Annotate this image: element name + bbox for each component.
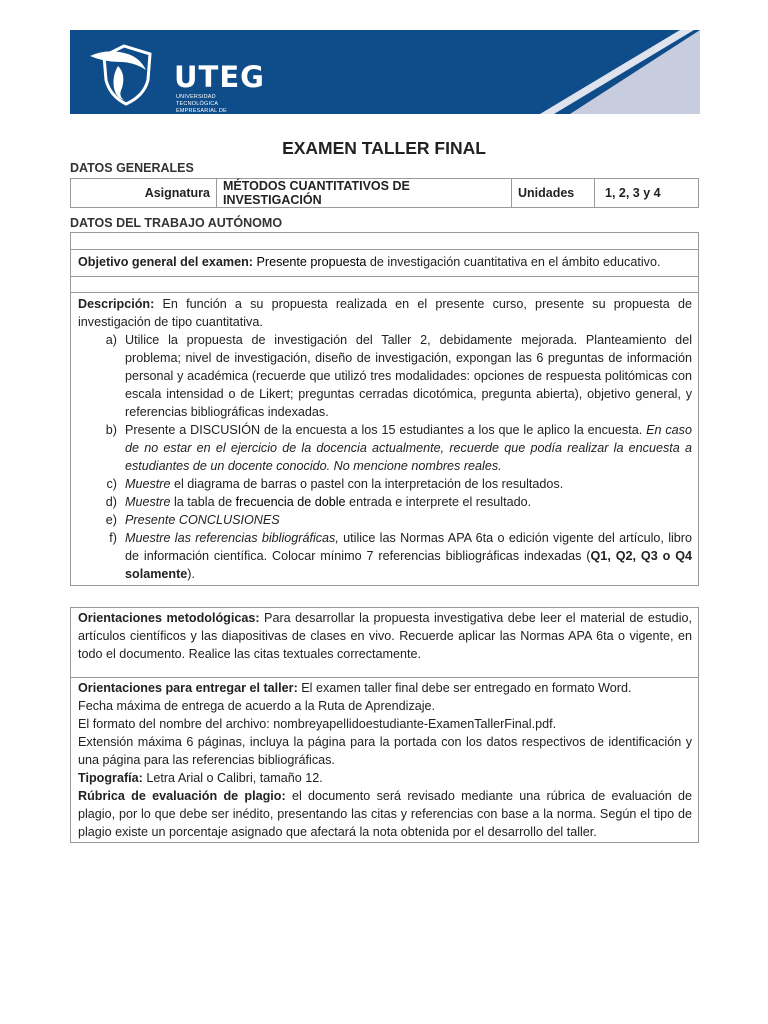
item-e-marker: e) [105,513,117,527]
list-item-d [78,493,692,511]
item-d-italic: Muestre [125,495,171,509]
objetivo-highlight: Presente propuesta [256,255,367,269]
metodologicas-text: Para desarrollar la propuesta investigativa debe leer el material de estudio, artículos científicos y las diapositivas de clases en vivo. Recuerde aplicar las Normas APA 6ta o vigente, en todo el documento. Realice las citas textuales correctamente. [78,611,692,661]
asignatura-value: MÉTODOS CUANTITATIVOS DE INVESTIGACIÓN [217,179,512,208]
item-d-marker: d) [105,495,117,509]
objetivo-cell [71,250,698,276]
list-item-a [78,331,692,421]
trabajo-box [70,232,699,586]
list-item-c [78,475,692,493]
unidades-label: Unidades [512,179,595,208]
fecha-entrega: Fecha máxima de entrega de acuerdo a la Ruta de Aprendizaje. [78,699,436,713]
item-c-text [125,475,692,493]
item-d-part-1: la tabla de [170,495,236,509]
item-f-text [125,529,692,583]
entregar-paragraph [78,679,692,697]
item-c-marker: c) [106,477,117,491]
item-b-italic: En caso de no estar en el ejercicio de la docencia actualmente, recuerde que podía realizar la encuesta a estudiantes de un docente conocido. No mencione nombres reales. [125,423,692,473]
rubrica-text: el documento será revisado mediante una rúbrica de evaluación de plagio, por lo que debe ser inédito, presentando las citas y referencias con base a la norma. Según el tipo de plagio existe un porcentaje asignado que afectará la nota obtenida por el desarrollo del taller. [78,789,693,839]
tipografia-text: Letra Arial o Calibri, tamaño 12. [142,771,323,785]
asignatura-label: Asignatura [71,179,217,208]
logo-subtitle [176,94,258,122]
orientaciones-box [70,607,699,843]
entregar-text: El examen taller final debe ser entregado en formato Word. [297,681,632,695]
item-c-italic: Muestre [125,477,171,491]
item-c-main: el diagrama de barras o pastel con la interpretación de los resultados. [170,477,564,491]
formato-archivo: El formato del nombre del archivo: nombreyapellidoestudiante-ExamenTallerFinal.pdf. [78,717,557,731]
header-banner [70,30,700,121]
descripcion-list [78,331,692,583]
objetivo-label: Objetivo general del examen: [78,255,253,269]
item-f-marker: f) [109,531,117,545]
metodologicas-label: Orientaciones metodológicas: [78,611,260,625]
item-f-italic: Muestre las referencias bibliográficas, [125,531,339,545]
metodologicas-row [71,608,698,678]
datos-generales-table [70,178,699,208]
item-a-marker: a) [105,333,117,347]
extension-maxima: Extensión máxima 6 páginas, incluya la página para la portada con los datos respectivos de identificación y una página para las referencias bibliográficas. [78,735,692,767]
logo-wordmark: UTEG [174,60,265,94]
tipografia-label: Tipografía: [78,771,143,785]
item-f-bold: Q1, Q2, Q3 o Q4 solamente [125,549,693,581]
descripcion-cell [71,293,698,585]
section-trabajo-autonomo: DATOS DEL TRABAJO AUTÓNOMO [70,216,283,230]
item-f-part-2: ). [187,567,195,581]
logo-sub-line-1: UNIVERSIDAD TECNOLÓGICA [176,94,219,107]
item-b-text [125,421,692,475]
item-b-main: Presente a DISCUSIÓN de la encuesta a los 15 estudiantes a los que le aplico la encuesta. [125,423,643,437]
entregar-label: Orientaciones para entregar el taller: [78,681,298,695]
descripcion-text: En función a su propuesta realizada en el presente curso, presente su propuesta de investigación de tipo cuantitativa. [78,297,692,329]
entregar-row [71,678,698,842]
item-a-text: Utilice la propuesta de investigación del Taller 2, debidamente mejorada. Planteamiento del problema; nivel de investigación, diseño de investigación, expongan las 6 preguntas de información personal y académica (recuerde que utilizó tres modalidades: opciones de respuesta politómicas con escala intensidad o de Likert; preguntas cerradas dicotómica, pregunta abierta), objetivo general, y referencias bibliográficas indexadas. [125,333,692,419]
list-item-b [78,421,692,475]
empty-row [71,233,698,250]
item-d-highlight: frecuencia de doble [235,495,346,509]
item-f-part-1: utilice las Normas APA 6ta o edición vigente del artículo, libro de información científica. Colocar mínimo 7 referencias bibliográficas indexadas ( [125,531,692,563]
logo-sub-line-2: EMPRESARIAL DE GUAYAQUIL [176,108,227,121]
item-d-part-2: entrada e interprete el resultado. [345,495,532,509]
uteg-logo [88,40,265,121]
tipografia-paragraph [78,769,692,787]
item-e-text [125,511,692,529]
metodologicas-cell [71,608,698,665]
eagle-shield-icon [88,40,168,106]
objetivo-text: de investigación cuantitativa en el ámbito educativo. [366,255,661,269]
entregar-cell [71,678,698,842]
rubrica-label: Rúbrica de evaluación de plagio: [78,789,286,803]
section-datos-generales: DATOS GENERALES [70,161,194,175]
list-item-f [78,529,692,583]
item-e-italic: Presente CONCLUSIONES [125,513,280,527]
item-d-text [125,493,692,511]
empty-row-2 [71,277,698,293]
descripcion-label: Descripción: [78,297,155,311]
item-b-marker: b) [105,423,117,437]
list-item-e [78,511,692,529]
rubrica-paragraph [78,787,692,841]
descripcion-row [71,293,698,585]
unidades-value: 1, 2, 3 y 4 [595,179,699,208]
page-title: EXAMEN TALLER FINAL [282,138,486,158]
objetivo-row [71,250,698,277]
